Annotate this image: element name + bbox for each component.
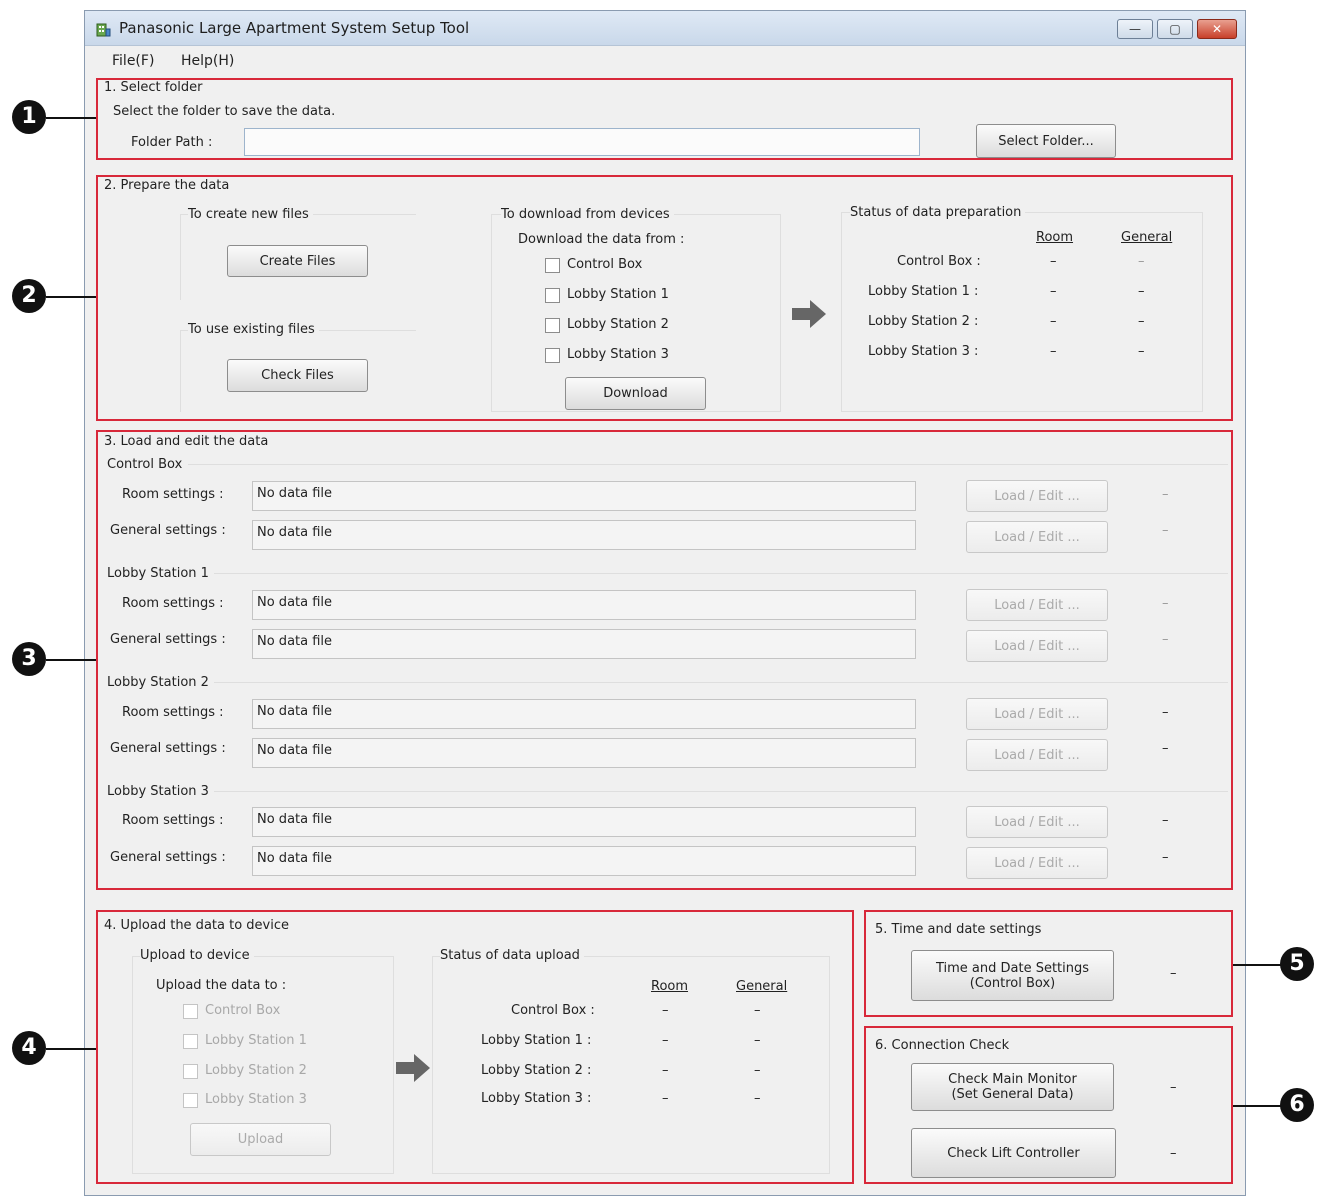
upload-row-label: Control Box : [511,1003,595,1018]
room-settings-field: No data file [252,590,916,620]
general-settings-label: General settings : [110,632,226,647]
callout-leader [1233,1105,1281,1107]
load-edit-button[interactable]: Load / Edit ... [966,480,1108,512]
check-lift-status: – [1170,1146,1177,1161]
folder-path-label: Folder Path : [131,135,213,150]
general-settings-field: No data file [252,846,916,876]
upload-room-status: – [662,1003,669,1018]
check-monitor-line2: (Set General Data) [951,1087,1074,1102]
time-date-button-line1: Time and Date Settings [935,960,1090,976]
close-button[interactable]: ✕ [1197,19,1237,39]
download-checkbox-lobby-1[interactable] [545,288,560,303]
app-icon [95,21,111,37]
download-option-label: Control Box [567,257,643,272]
upload-option-label: Control Box [205,1003,281,1018]
upload-row-label: Lobby Station 3 : [481,1091,592,1106]
prep-room-status: – [1050,314,1057,329]
menu-file[interactable]: File(F) [112,53,155,69]
general-settings-status: – [1162,850,1169,865]
prep-general-status: – [1138,314,1145,329]
minimize-button[interactable]: — [1117,19,1153,39]
upload-checkbox-lobby-2[interactable] [183,1064,198,1079]
prep-col-general: General [1121,230,1173,245]
callout-leader [46,659,96,661]
section4-title: 4. Upload the data to device [104,918,289,933]
load-edit-button[interactable]: Load / Edit ... [966,806,1108,838]
general-settings-field: No data file [252,520,916,550]
upload-room-status: – [662,1091,669,1106]
download-option-label: Lobby Station 3 [567,347,669,362]
upload-room-status: – [662,1033,669,1048]
upload-general-status: – [754,1063,761,1078]
upload-general-status: – [754,1003,761,1018]
callout-badge: 5 [1280,947,1314,981]
upload-checkbox-control-box[interactable] [183,1004,198,1019]
prep-room-status: – [1050,284,1057,299]
group-name: Lobby Station 2 [107,675,209,690]
download-checkbox-lobby-2[interactable] [545,318,560,333]
prep-col-room: Room [1036,230,1074,245]
upload-col-room: Room [651,979,689,994]
arrow-right-icon [396,1054,430,1082]
room-settings-field: No data file [252,699,916,729]
room-settings-label: Room settings : [122,813,224,828]
callout-badge: 4 [12,1031,46,1065]
room-settings-status: – [1162,813,1169,828]
upload-to-label: Upload the data to : [156,978,287,993]
create-files-button[interactable]: Create Files [227,245,368,277]
callout-leader [1233,964,1281,966]
menu-bar [85,45,1245,73]
upload-checkbox-lobby-3[interactable] [183,1093,198,1108]
time-date-button-line2: (Control Box) [969,975,1056,991]
folder-path-input[interactable] [244,128,920,156]
load-edit-button[interactable]: Load / Edit ... [966,589,1108,621]
room-settings-status: – [1162,487,1169,502]
prep-general-status: – [1138,284,1145,299]
check-main-monitor-button[interactable] [911,1063,1114,1111]
callout-leader [46,296,96,298]
room-settings-status: – [1162,596,1169,611]
prep-row-label: Control Box : [897,254,981,269]
download-checkbox-lobby-3[interactable] [545,348,560,363]
group-divider [214,682,1228,683]
room-settings-label: Room settings : [122,487,224,502]
upload-option-label: Lobby Station 1 [205,1033,307,1048]
general-settings-field: No data file [252,629,916,659]
prep-general-status: – [1138,344,1145,359]
section6-title: 6. Connection Check [875,1038,1010,1053]
upload-checkbox-lobby-1[interactable] [183,1034,198,1049]
room-settings-label: Room settings : [122,596,224,611]
room-settings-field: No data file [252,807,916,837]
general-settings-label: General settings : [110,741,226,756]
load-edit-button[interactable]: Load / Edit ... [966,630,1108,662]
download-from-label: Download the data from : [518,232,685,247]
section1-title: 1. Select folder [104,80,203,95]
existing-files-label: To use existing files [188,322,319,337]
callout-badge: 1 [12,100,46,134]
create-files-label: To create new files [188,207,313,222]
room-settings-label: Room settings : [122,705,224,720]
section5-title: 5. Time and date settings [875,922,1042,937]
general-settings-field: No data file [252,738,916,768]
prep-row-label: Lobby Station 1 : [868,284,979,299]
prep-status-title: Status of data preparation [850,205,1025,220]
check-monitor-status: – [1170,1080,1177,1095]
prep-room-status: – [1050,254,1057,269]
check-files-button[interactable]: Check Files [227,359,368,392]
general-settings-status: – [1162,523,1169,538]
upload-row-label: Lobby Station 1 : [481,1033,592,1048]
time-date-status: – [1170,966,1177,981]
room-settings-field: No data file [252,481,916,511]
load-edit-button[interactable]: Load / Edit ... [966,847,1108,879]
arrow-right-icon [792,300,826,328]
general-settings-status: – [1162,741,1169,756]
prep-general-status: – [1138,254,1145,269]
group-name: Lobby Station 1 [107,566,209,581]
upload-room-status: – [662,1063,669,1078]
group-name: Lobby Station 3 [107,784,209,799]
prep-room-status: – [1050,344,1057,359]
upload-status-title: Status of data upload [440,948,584,963]
load-edit-button[interactable]: Load / Edit ... [966,698,1108,730]
upload-option-label: Lobby Station 2 [205,1063,307,1078]
group-divider [214,791,1228,792]
callout-badge: 6 [1280,1088,1314,1122]
callout-badge: 2 [12,279,46,313]
callout-leader [46,117,96,119]
load-edit-button[interactable]: Load / Edit ... [966,739,1108,771]
time-date-settings-button[interactable] [911,950,1114,1001]
upload-button[interactable]: Upload [190,1123,331,1156]
callout-badge: 3 [12,642,46,676]
menu-help[interactable]: Help(H) [181,53,235,69]
upload-col-general: General [736,979,788,994]
group-divider [188,464,1228,465]
group-name: Control Box [107,457,183,472]
download-checkbox-control-box[interactable] [545,258,560,273]
room-settings-status: – [1162,705,1169,720]
title-bar [85,11,1245,46]
upload-general-status: – [754,1091,761,1106]
window-title: Panasonic Large Apartment System Setup Tool [119,19,470,37]
group-divider [214,573,1228,574]
folder-instruction: Select the folder to save the data. [113,104,336,119]
general-settings-label: General settings : [110,850,226,865]
download-button[interactable]: Download [565,377,706,410]
general-settings-label: General settings : [110,523,226,538]
section3-title: 3. Load and edit the data [104,434,269,449]
download-option-label: Lobby Station 1 [567,287,669,302]
download-option-label: Lobby Station 2 [567,317,669,332]
callout-leader [46,1048,96,1050]
upload-general-status: – [754,1033,761,1048]
download-group-label: To download from devices [501,207,674,222]
maximize-button[interactable]: ▢ [1157,19,1193,39]
general-settings-status: – [1162,632,1169,647]
upload-row-label: Lobby Station 2 : [481,1063,592,1078]
prep-row-label: Lobby Station 2 : [868,314,979,329]
load-edit-button[interactable]: Load / Edit ... [966,521,1108,553]
check-monitor-line1: Check Main Monitor [948,1072,1077,1087]
check-lift-controller-button[interactable]: Check Lift Controller [911,1128,1116,1178]
upload-group-label: Upload to device [140,948,254,963]
select-folder-button[interactable]: Select Folder... [976,124,1116,158]
upload-option-label: Lobby Station 3 [205,1092,307,1107]
section2-title: 2. Prepare the data [104,178,230,193]
prep-row-label: Lobby Station 3 : [868,344,979,359]
